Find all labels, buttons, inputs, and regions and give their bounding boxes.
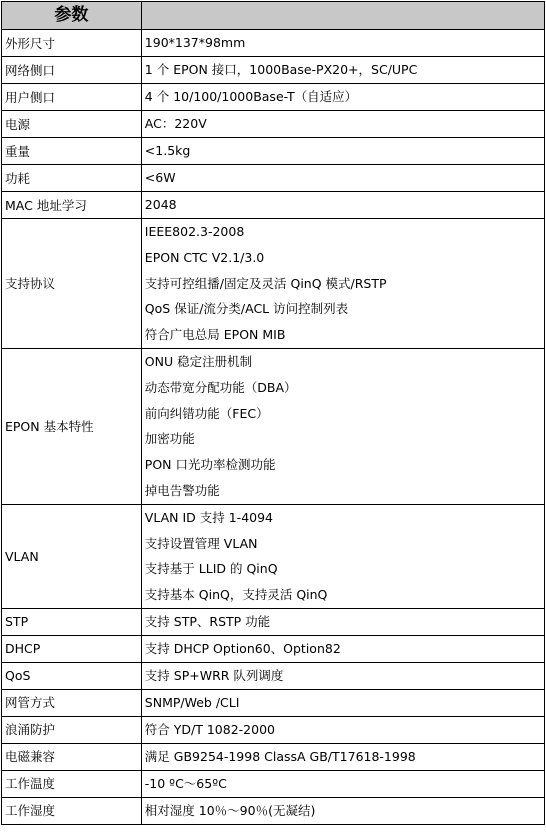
param-value-cell [141,716,544,743]
param-value-line: ONU 稳定注册机制 [144,353,253,369]
param-value-line: 满足 GB9254-1998 ClassA GB/T17618-1998 [144,749,416,765]
param-value-line: 支持 DHCP Option60、Option82 [144,641,341,657]
param-value-line: VLAN ID 支持 1-4094 [144,509,274,525]
param-value-cell [141,770,544,797]
param-value-cell [141,57,544,84]
spec-table [1,1,545,825]
param-value-line: 相对湿度 10％～90％(无凝结) [144,803,316,819]
param-value-line: SNMP/Web /CLI [144,695,240,711]
spec-table-body [2,2,545,825]
param-value-line: <1.5kg [144,143,191,159]
param-value-line: 支持基本 QinQ，支持灵活 QinQ [144,587,328,603]
param-name-cell: 浪涌防护 [2,716,142,743]
table-row [2,138,545,165]
param-name-cell: STP [2,608,142,635]
param-value-cell [141,635,544,662]
param-value-cell [141,689,544,716]
param-value-cell [141,743,544,770]
param-value-line: 符合 YD/T 1082-2000 [144,722,275,738]
param-value-cell [141,219,544,349]
param-value-line: 加密功能 [144,431,195,447]
param-value-cell [141,165,544,192]
table-row [2,608,545,635]
table-row [2,111,545,138]
table-row [2,348,545,504]
param-value-cell [141,30,544,57]
param-value-cell [141,84,544,111]
param-value-cell [141,504,544,608]
param-value-line: AC：220V [144,116,207,132]
param-name-cell: 支持协议 [2,219,142,349]
value-header [141,2,544,30]
param-value-cell [141,348,544,504]
param-name-cell: 网络侧口 [2,57,142,84]
param-value-cell [141,797,544,824]
table-row [2,192,545,219]
param-value-line: 支持基于 LLID 的 QinQ [144,561,278,577]
param-value-line: 4 个 10/100/1000Base-T（自适应） [144,89,358,105]
table-row [2,716,545,743]
param-value-line: <6W [144,170,176,186]
param-value-line: 支持可控组播/固定及灵活 QinQ 模式/RSTP [144,275,387,291]
param-name-cell: VLAN [2,504,142,608]
param-value-cell [141,662,544,689]
table-row [2,504,545,608]
param-value-cell [141,138,544,165]
param-name-cell: MAC 地址学习 [2,192,142,219]
param-name-cell: 用户侧口 [2,84,142,111]
param-name-cell: EPON 基本特性 [2,348,142,504]
param-name-cell: 工作温度 [2,770,142,797]
param-value-line: 1 个 EPON 接口，1000Base-PX20+，SC/UPC [144,62,418,78]
param-value-line: 掉电告警功能 [144,482,220,498]
param-value-line: 支持 SP+WRR 队列调度 [144,668,284,684]
table-row [2,30,545,57]
param-header: 参数 [2,2,142,30]
param-name-cell: DHCP [2,635,142,662]
table-row [2,165,545,192]
param-name-cell: 电磁兼容 [2,743,142,770]
param-value-line: 190*137*98mm [144,35,246,51]
param-name-cell: QoS [2,662,142,689]
param-value-line: 2048 [144,197,177,213]
param-name-cell: 电源 [2,111,142,138]
param-value-line: -10 ºC～65ºC [144,776,227,792]
table-row [2,57,545,84]
param-value-line: PON 口光功率检测功能 [144,457,276,473]
table-row [2,743,545,770]
table-header-row [2,2,545,30]
table-row [2,84,545,111]
param-value-line: IEEE802.3-2008 [144,224,245,239]
param-name-cell: 外形尺寸 [2,30,142,57]
table-row [2,662,545,689]
param-value-line: EPON CTC V2.1/3.0 [144,249,265,265]
param-value-line: 支持设置管理 VLAN [144,535,258,551]
param-value-line: QoS 保证/流分类/ACL 访问控制列表 [144,301,349,317]
table-row [2,797,545,824]
param-name-cell: 重量 [2,138,142,165]
table-row [2,689,545,716]
param-value-line: 符合广电总局 EPON MIB [144,327,286,343]
param-name-cell: 网管方式 [2,689,142,716]
param-value-cell [141,608,544,635]
param-name-cell: 工作湿度 [2,797,142,824]
param-value-line: 动态带宽分配功能（DBA） [144,379,297,395]
param-value-line: 前向纠错功能（FEC） [144,405,269,421]
param-value-cell [141,192,544,219]
param-name-cell: 功耗 [2,165,142,192]
param-value-line: 支持 STP、RSTP 功能 [144,614,271,630]
table-row [2,770,545,797]
table-row [2,219,545,349]
param-value-cell [141,111,544,138]
table-row [2,635,545,662]
